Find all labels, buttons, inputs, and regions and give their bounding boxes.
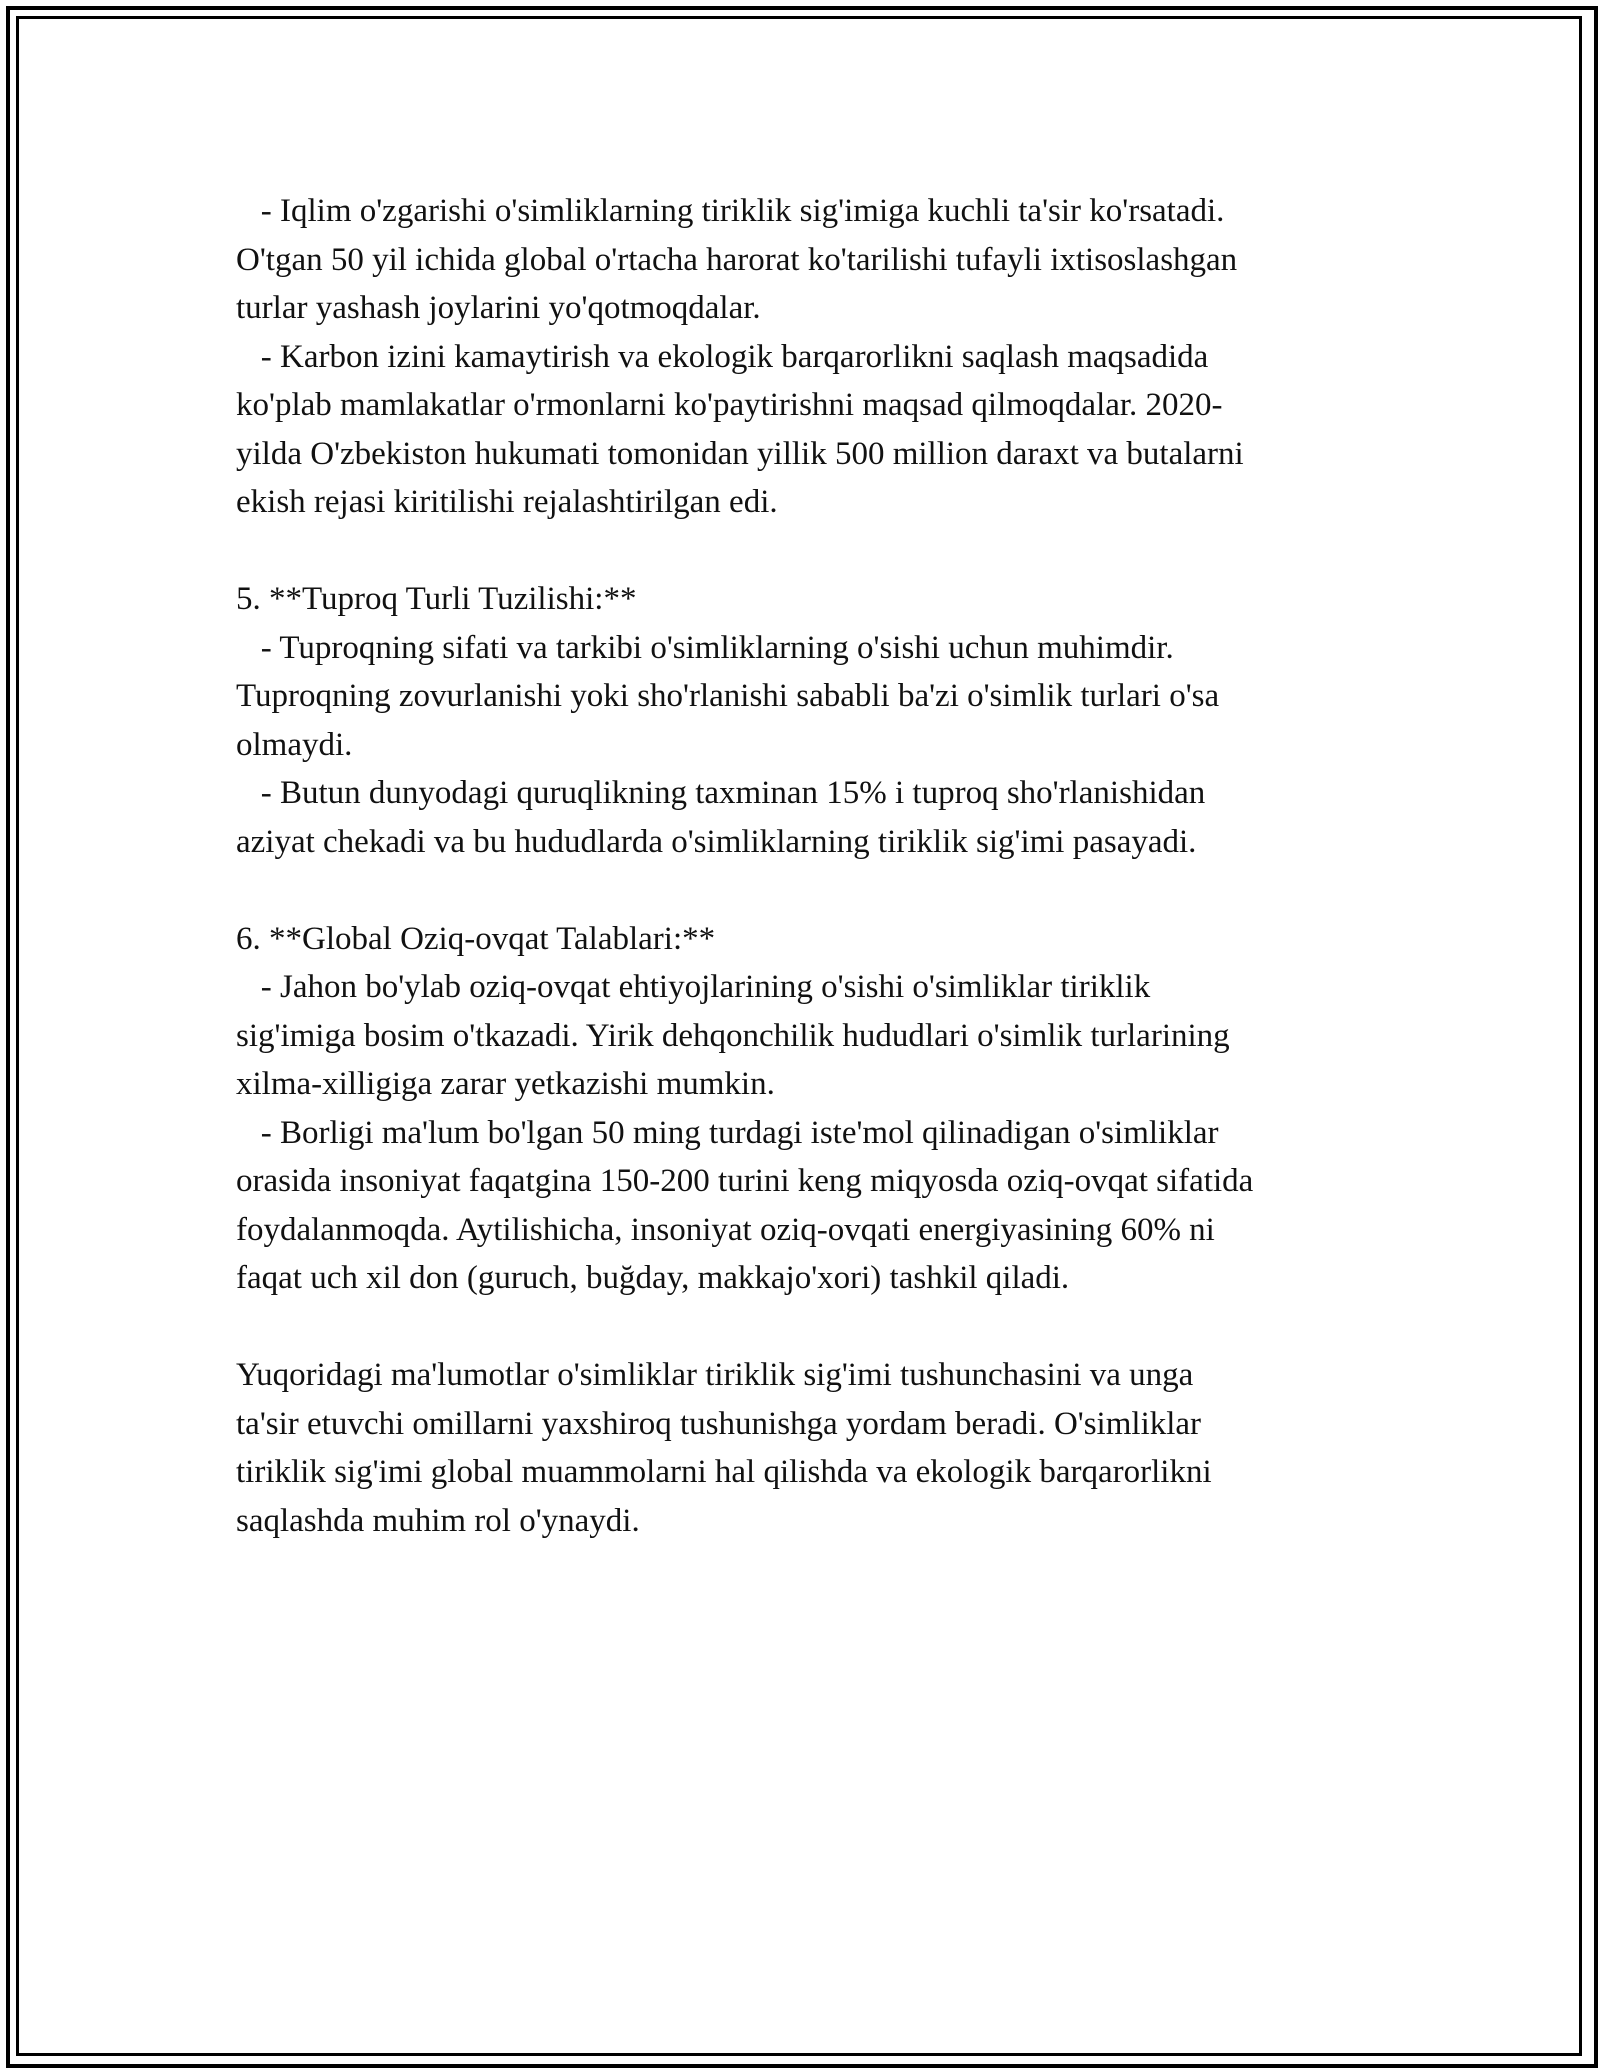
text-line: ekish rejasi kiritilishi rejalashtirilgan edi.	[236, 484, 778, 520]
text-line: Yuqoridagi ma'lumotlar o'simliklar tiriklik sig'imi tushunchasini va unga	[236, 1357, 1194, 1393]
text-line: foydalanmoqda. Aytilishicha, insoniyat oziq-ovqati energiyasining 60% ni	[236, 1211, 1215, 1248]
paragraph-gap	[236, 1303, 1376, 1352]
text-line: - Jahon bo'ylab oziq-ovqat ehtiyojlarining o'sishi o'simliklar tiriklik	[236, 969, 1151, 1005]
text-line: - Karbon izini kamaytirish va ekologik barqarorlikni saqlash maqsadida	[236, 338, 1209, 375]
bullet-carbon-footprint	[236, 333, 1376, 527]
paragraph-gap	[236, 866, 1376, 915]
text-line: - Tuproqning sifati va tarkibi o'simliklarning o'sishi uchun muhimdir.	[236, 629, 1174, 666]
text-line: - Iqlim o'zgarishi o'simliklarning tiriklik sig'imiga kuchli ta'sir ko'rsatadi.	[236, 193, 1225, 229]
section-soil-structure	[236, 575, 1376, 866]
text-line: - Borligi ma'lum bo'lgan 50 ming turdagi iste'mol qilinadigan o'simliklar	[236, 1114, 1219, 1151]
text-line: orasida insoniyat faqatgina 150-200 turini keng miqyosda oziq-ovqat sifatida	[236, 1163, 1254, 1199]
text-line: xilma-xilligiga zarar yetkazishi mumkin.	[236, 1066, 775, 1102]
section-heading: 6. **Global Oziq-ovqat Talablari:**	[236, 920, 716, 957]
paragraph-gap	[236, 527, 1376, 576]
text-line: turlar yashash joylarini yo'qotmoqdalar.	[236, 290, 761, 326]
text-line: Tuproqning zovurlanishi yoki sho'rlanishi sababli ba'zi o'simlik turlari o'sa	[236, 678, 1220, 714]
text-line: tiriklik sig'imi global muammolarni hal qilishda va ekologik barqarorlikni	[236, 1454, 1212, 1490]
text-line: ta'sir etuvchi omillarni yaxshiroq tushunishga yordam beradi. O'simliklar	[236, 1405, 1202, 1442]
text-line: olmaydi.	[236, 726, 353, 763]
text-line: faqat uch xil don (guruch, buğday, makkajo'xori) tashkil qiladi.	[236, 1260, 1070, 1296]
document-body	[236, 187, 1376, 1545]
text-line: - Butun dunyodagi quruqlikning taxminan 15% i tuproq sho'rlanishidan	[236, 775, 1206, 811]
section-global-food-demand	[236, 915, 1376, 1303]
bullet-climate-change	[236, 187, 1376, 333]
text-line: O'tgan 50 yil ichida global o'rtacha harorat ko'tarilishi tufayli ixtisoslashgan	[236, 241, 1238, 278]
section-heading: 5. **Tuproq Turli Tuzilishi:**	[236, 581, 637, 617]
text-line: ko'plab mamlakatlar o'rmonlarni ko'paytirishni maqsad qilmoqdalar. 2020-	[236, 387, 1223, 423]
text-line: aziyat chekadi va bu hududlarda o'simliklarning tiriklik sig'imi pasayadi.	[236, 823, 1197, 860]
conclusion-paragraph	[236, 1351, 1376, 1545]
text-line: yilda O'zbekiston hukumati tomonidan yillik 500 million daraxt va butalarni	[236, 435, 1244, 472]
text-line: saqlashda muhim rol o'ynaydi.	[236, 1502, 640, 1539]
text-line: sig'imiga bosim o'tkazadi. Yirik dehqonchilik hududlari o'simlik turlarining	[236, 1017, 1230, 1054]
